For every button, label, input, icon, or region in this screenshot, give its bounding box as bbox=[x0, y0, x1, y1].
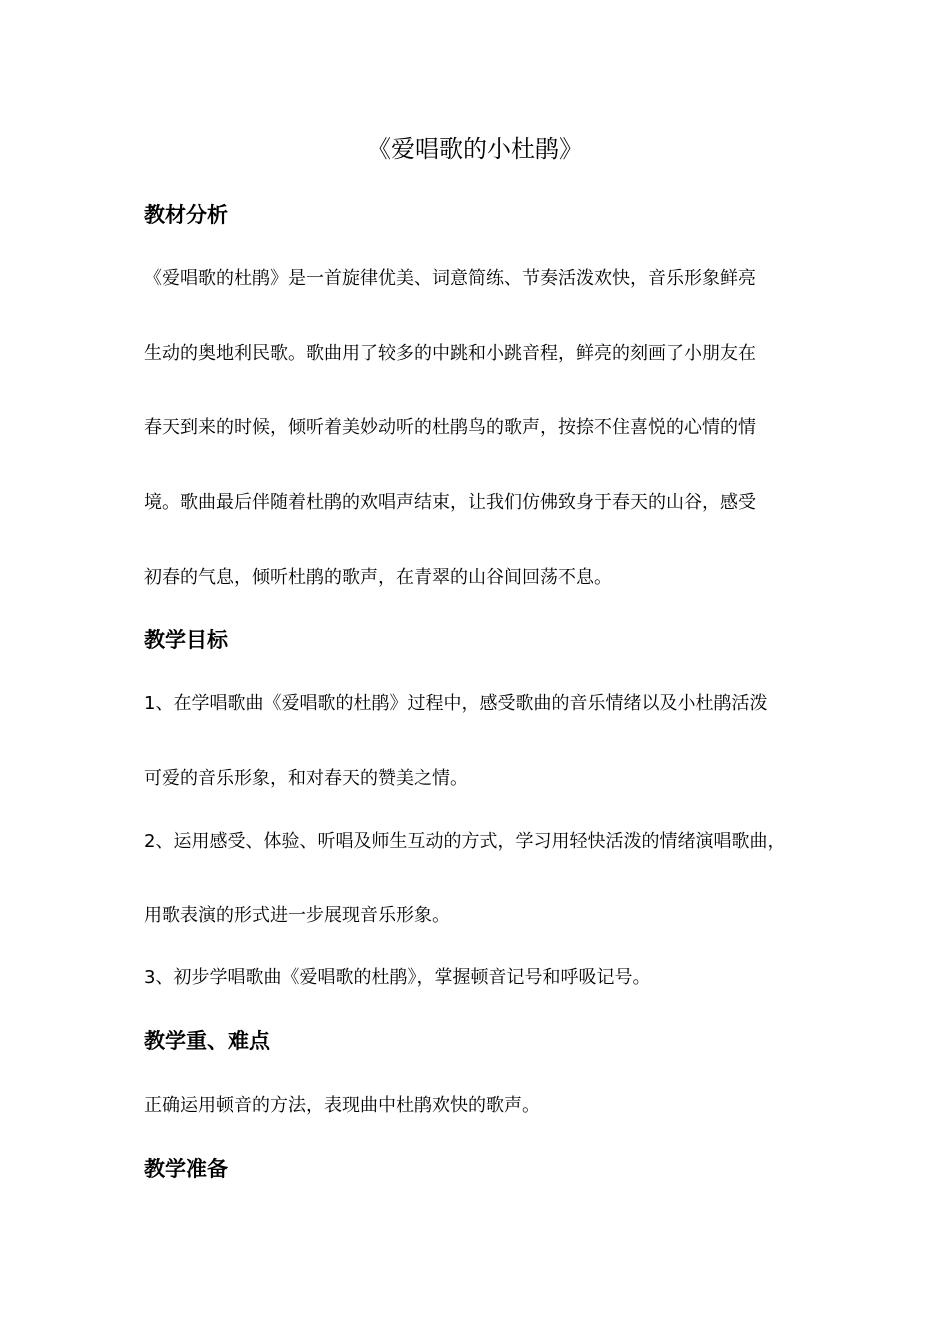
goal-item-3: 3、初步学唱歌曲《爱唱歌的杜鹃》，掌握顿音记号和呼吸记号。 bbox=[144, 967, 651, 988]
section-heading-teaching-goals: 教学目标 bbox=[144, 628, 228, 652]
goal-item-1: 1、在学唱歌曲《爱唱歌的杜鹃》过程中，感受歌曲的音乐情绪以及小杜鹃活泼 bbox=[144, 693, 768, 714]
paragraph-line: 正确运用顿音的方法，表现曲中杜鹃欢快的歌声。 bbox=[144, 1095, 540, 1116]
goal-item-2-continued: 用歌表演的形式进一步展现音乐形象。 bbox=[144, 905, 450, 926]
document-title: 《爱唱歌的小杜鹃》 bbox=[367, 135, 583, 163]
section-heading-textbook-analysis: 教材分析 bbox=[144, 203, 228, 227]
section-heading-key-points: 教学重、难点 bbox=[144, 1029, 270, 1053]
paragraph-line: 生动的奥地利民歌。歌曲用了较多的中跳和小跳音程，鲜亮的刻画了小朋友在 bbox=[144, 343, 756, 364]
paragraph-line: 《爱唱歌的杜鹃》是一首旋律优美、词意简练、节奏活泼欢快，音乐形象鲜亮 bbox=[144, 268, 756, 289]
goal-item-1-continued: 可爱的音乐形象，和对春天的赞美之情。 bbox=[144, 768, 468, 789]
paragraph-line: 境。歌曲最后伴随着杜鹃的欢唱声结束，让我们仿佛致身于春天的山谷，感受 bbox=[144, 492, 756, 513]
goal-item-2: 2、运用感受、体验、听唱及师生互动的方式，学习用轻快活泼的情绪演唱歌曲， bbox=[144, 831, 786, 852]
section-heading-preparation: 教学准备 bbox=[144, 1157, 228, 1181]
paragraph-line: 春天到来的时候，倾听着美妙动听的杜鹃鸟的歌声，按捺不住喜悦的心情的情 bbox=[144, 417, 756, 438]
paragraph-line: 初春的气息，倾听杜鹃的歌声，在青翠的山谷间回荡不息。 bbox=[144, 567, 612, 588]
